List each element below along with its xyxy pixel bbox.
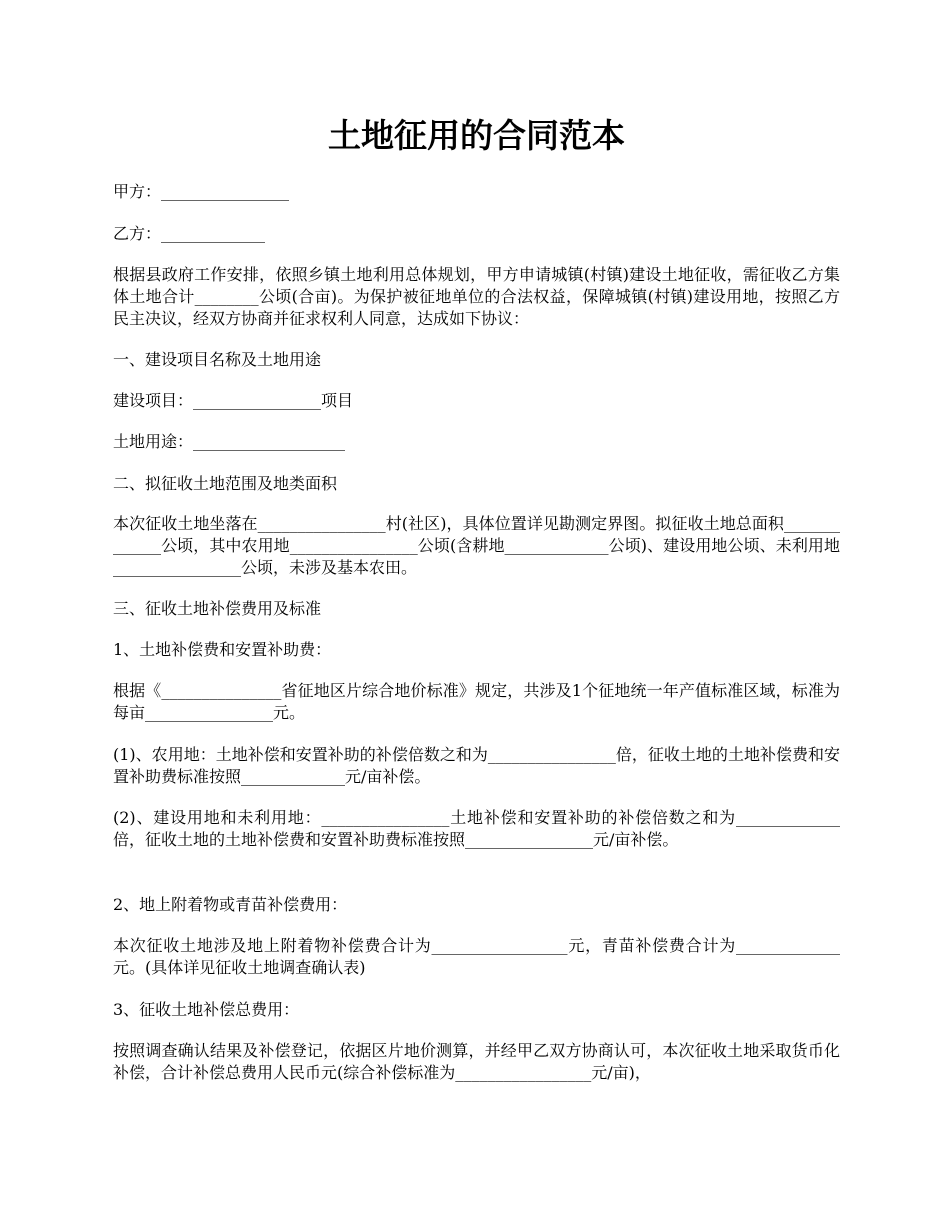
- land-use-line: 土地用途：___________________: [113, 432, 346, 451]
- price-standard-paragraph: 根据《_______________省征地区片综合地价标准》规定，共涉及1个征地统一年产值标准区域，标准为每亩________________元。: [113, 681, 840, 722]
- subheading-attachments: 2、地上附着物或青苗补偿费用：: [113, 895, 348, 914]
- subheading-compensation-fee: 1、土地补偿费和安置补助费：: [113, 640, 332, 659]
- preamble-paragraph: 根据县政府工作安排，依照乡镇土地利用总体规划，甲方申请城镇(村镇)建设土地征收，需征收乙方集体土地合计________公顷(合亩)。为保护被征地单位的合法权益，保障城镇(村镇)建设用地，按照乙方民主决议，经双方协商并征求权利人同意，达成如下协议：: [113, 265, 840, 328]
- party-a-line: 甲方：________________: [113, 182, 290, 201]
- farmland-paragraph: (1)、农用地：土地补偿和安置补助的补偿倍数之和为________________倍，征收土地的土地补偿费和安置补助费标准按照_____________元/亩补偿。: [113, 745, 840, 786]
- subheading-total-cost: 3、征收土地补偿总费用：: [113, 1000, 300, 1019]
- section-heading-3: 三、征收土地补偿费用及标准: [113, 599, 322, 618]
- total-cost-paragraph: 按照调查确认结果及补偿登记，依据区片地价测算，并经甲乙双方协商认可，本次征收土地采取货币化补偿，合计补偿总费用人民币元(综合补偿标准为_________________元/亩)，: [113, 1041, 840, 1082]
- section-heading-2: 二、拟征收土地范围及地类面积: [113, 474, 338, 493]
- party-b-line: 乙方：_____________: [113, 224, 266, 243]
- section-heading-1: 一、建设项目名称及土地用途: [113, 350, 322, 369]
- project-name-line: 建设项目：________________项目: [113, 391, 354, 410]
- attachments-paragraph: 本次征收土地涉及地上附着物补偿费合计为_________________元，青苗补偿费合计为_____________元。(具体详见征收土地调查确认表): [113, 936, 840, 977]
- land-area-paragraph: 本次征收土地坐落在________________村(社区)，具体位置详见勘测定界图。拟征收土地总面积_____________公顷，其中农用地________________公顷(含耕地_____________公顷)、建设用地公顷、未利用地________________公顷，未涉及基本农田。: [113, 514, 840, 577]
- document-title: 土地征用的合同范本: [328, 116, 625, 155]
- construction-land-paragraph: (2)、建设用地和未利用地：________________土地补偿和安置补助的补偿倍数之和为_____________倍，征收土地的土地补偿费和安置补助费标准按照________________元/亩补偿。: [113, 808, 840, 849]
